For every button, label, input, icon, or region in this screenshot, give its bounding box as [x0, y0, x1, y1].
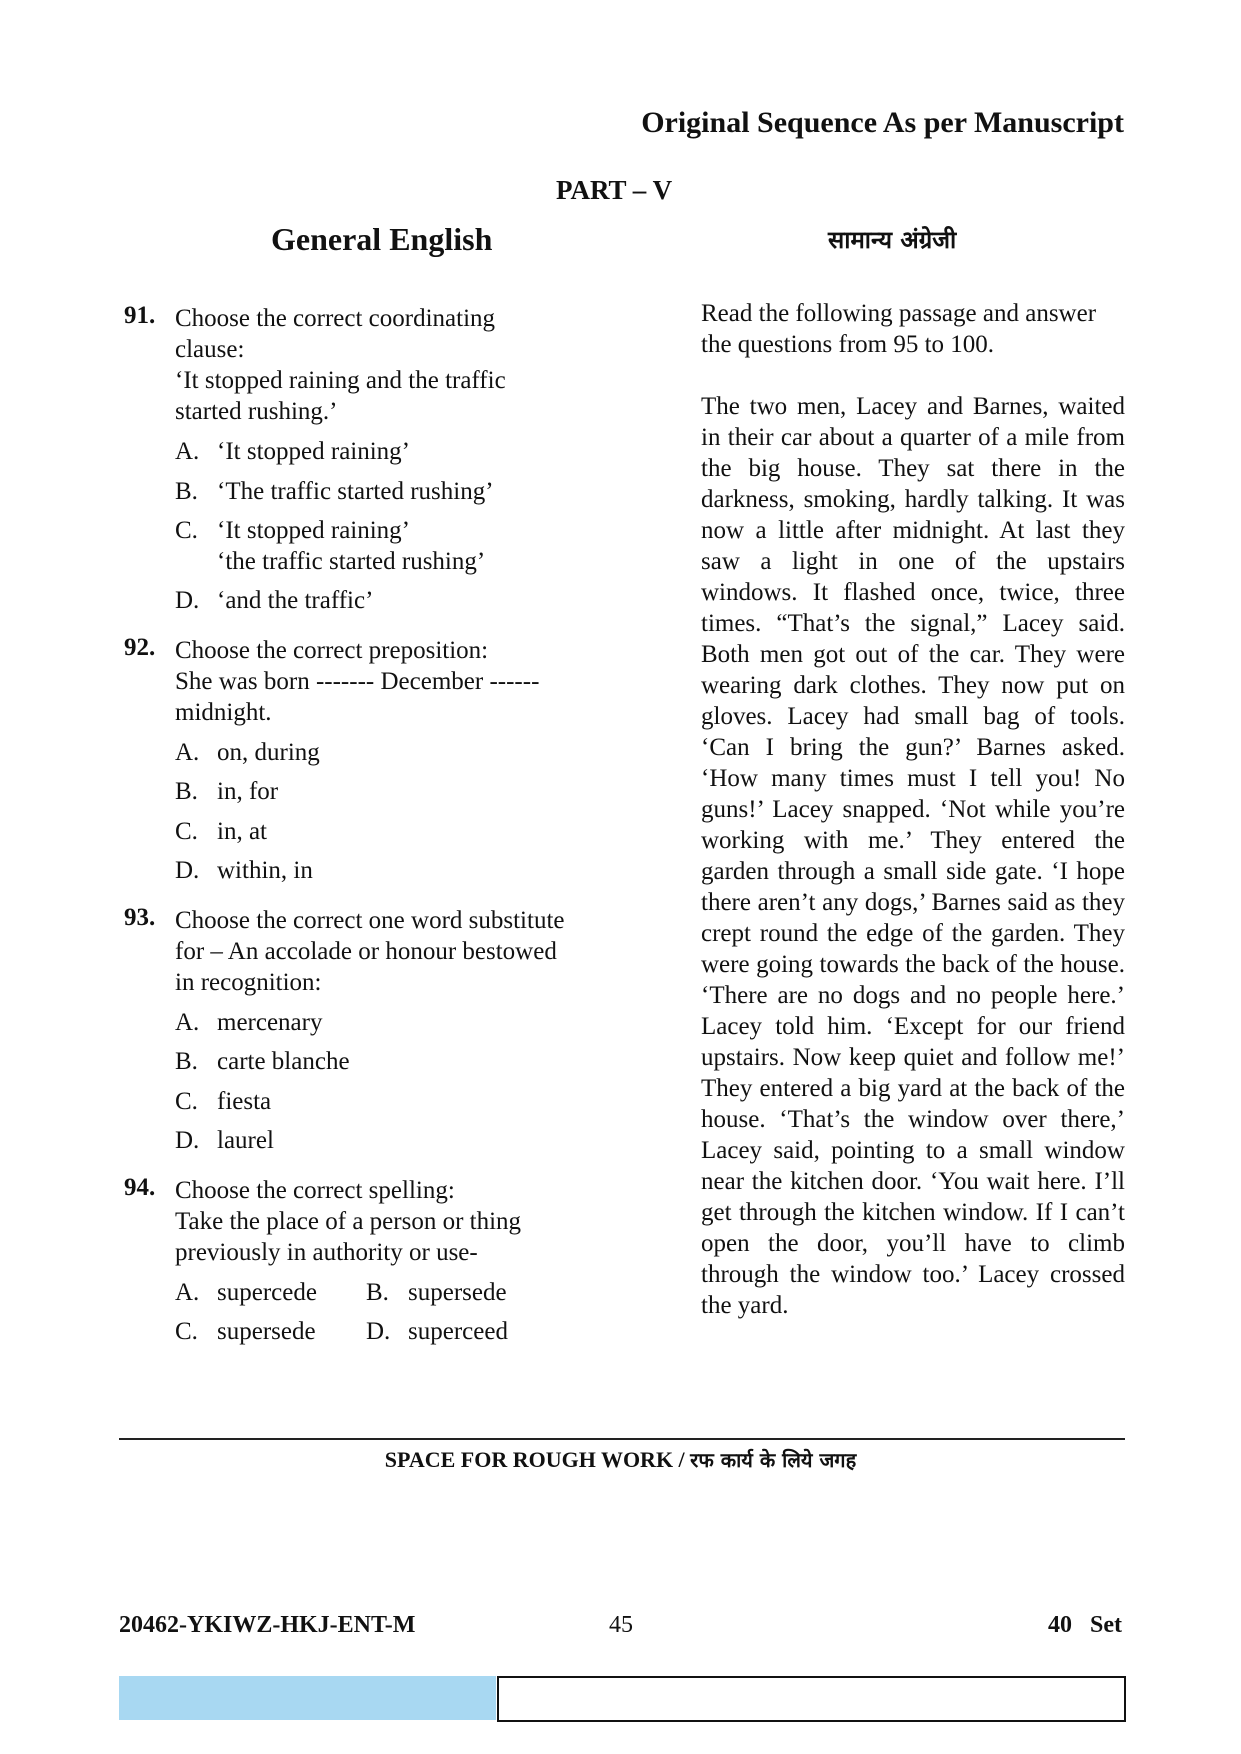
separator-line — [119, 1438, 1125, 1440]
question-text: Choose the correct preposition: She was born ------- December ------ midnight. — [175, 637, 540, 726]
option-text: on, during — [217, 739, 320, 766]
passage-text: The two men, Lacey and Barnes, waited in their car about a quarter of a mile from the big house. They sat there in the darkness, smoking, hardly talking. It was now a little after midnight. At last they saw a light in one of the upstairs windows. It flashed once, twice, three times. “That’s the signal,” Lacey said. Both men got out of the car. They were wearing dark clothes. They now put on gloves. Lacey had small bag of tools. ‘Can I bring the gun?’ Barnes asked. ‘How many times must I tell you! No guns!’ Lacey snapped. ‘Not while you’re working with me.’ They entered the garden through a small side gate. ‘I hope there aren’t any dogs,’ Barnes said as they crept round the edge of the garden. They were going towards the back of the house. ‘There are no dogs and no people here.’ Lacey told him. ‘Except for our friend upstairs. Now keep quiet and follow me!’ They entered a big yard at the back of the house. ‘That’s the window over there,’ Lacey said, pointing to a small window near the kitchen door. ‘You wait here. I’ll get through the kitchen window. If I can’t open the door, you’ll have to climb through the window too.’ Lacey crossed the yard. — [701, 393, 1125, 1319]
question-number: 91. — [124, 302, 156, 329]
option-c[interactable] — [175, 1316, 316, 1347]
answer-box — [497, 1676, 1126, 1722]
option-letter: D. — [175, 857, 200, 884]
option-letter: D. — [175, 1127, 200, 1154]
option-letter: A. — [175, 739, 200, 766]
question-text: Choose the correct one word substitute for – An accolade or honour bestowed in recognition: — [175, 907, 565, 996]
option-letter: B. — [366, 1279, 389, 1306]
option-letter: C. — [175, 1318, 198, 1345]
option-text: carte blanche — [217, 1048, 350, 1075]
option-letter: A. — [175, 1279, 200, 1306]
option-c[interactable] — [175, 816, 267, 847]
question-text: Choose the correct coordinating clause: ‘It stopped raining and the traffic started rushing.’ — [175, 305, 506, 425]
part-heading: PART – V — [556, 175, 673, 205]
option-letter: D. — [366, 1318, 391, 1345]
option-text: ‘It stopped raining’ ‘the traffic started rushing’ — [217, 517, 486, 575]
option-letter: B. — [175, 778, 198, 805]
option-text: mercenary — [217, 1009, 323, 1036]
rough-work-label-hi: रफ कार्य के लिये जगह — [690, 1448, 857, 1472]
option-text: supersede — [408, 1279, 507, 1306]
question-number: 93. — [124, 904, 156, 931]
question-text: Choose the correct spelling: Take the place of a person or thing previously in authority or use- — [175, 1177, 522, 1266]
option-letter: A. — [175, 438, 200, 465]
page-number: 45 — [609, 1612, 633, 1638]
option-letter: B. — [175, 1048, 198, 1075]
option-text: supersede — [217, 1318, 316, 1345]
option-text: ‘The traffic started rushing’ — [217, 478, 494, 505]
option-b[interactable] — [366, 1277, 507, 1308]
subject-english: General English — [271, 221, 493, 257]
option-c[interactable] — [175, 515, 485, 577]
option-d[interactable] — [175, 855, 313, 886]
option-text: supercede — [217, 1279, 317, 1306]
option-text: within, in — [217, 857, 313, 884]
option-d[interactable] — [366, 1316, 508, 1347]
option-letter: A. — [175, 1009, 200, 1036]
question-number: 92. — [124, 634, 156, 661]
subject-hindi: सामान्य अंग्रेजी — [828, 226, 957, 254]
option-text: fiesta — [217, 1088, 272, 1115]
option-letter: B. — [175, 478, 198, 505]
option-a[interactable] — [175, 436, 410, 467]
option-d[interactable] — [175, 585, 373, 616]
option-text: ‘and the traffic’ — [217, 587, 374, 614]
question-number: 94. — [124, 1174, 156, 1201]
document-title: Original Sequence As per Manuscript — [641, 106, 1124, 139]
rough-work-label — [0, 1446, 1241, 1473]
blue-box — [119, 1676, 496, 1720]
option-text: laurel — [217, 1127, 274, 1154]
option-a[interactable] — [175, 737, 320, 768]
option-text: superceed — [408, 1318, 508, 1345]
option-a[interactable] — [175, 1007, 322, 1038]
option-d[interactable] — [175, 1125, 274, 1156]
option-text: ‘It stopped raining’ — [217, 438, 411, 465]
option-b[interactable] — [175, 476, 494, 507]
option-letter: D. — [175, 587, 200, 614]
option-letter: C. — [175, 1088, 198, 1115]
passage-intro: Read the following passage and answer the questions from 95 to 100. — [701, 300, 1097, 358]
option-b[interactable] — [175, 1046, 350, 1077]
option-a[interactable] — [175, 1277, 317, 1308]
rough-work-label-en: SPACE FOR ROUGH WORK / — [384, 1447, 685, 1472]
option-b[interactable] — [175, 776, 278, 807]
booklet-code: 20462-YKIWZ-HKJ-ENT-M — [119, 1612, 416, 1638]
option-c[interactable] — [175, 1086, 271, 1117]
option-text: in, at — [217, 818, 267, 845]
option-letter: C. — [175, 818, 198, 845]
set-label: 40 Set — [1048, 1612, 1122, 1638]
option-letter: C. — [175, 517, 198, 544]
option-text: in, for — [217, 778, 279, 805]
